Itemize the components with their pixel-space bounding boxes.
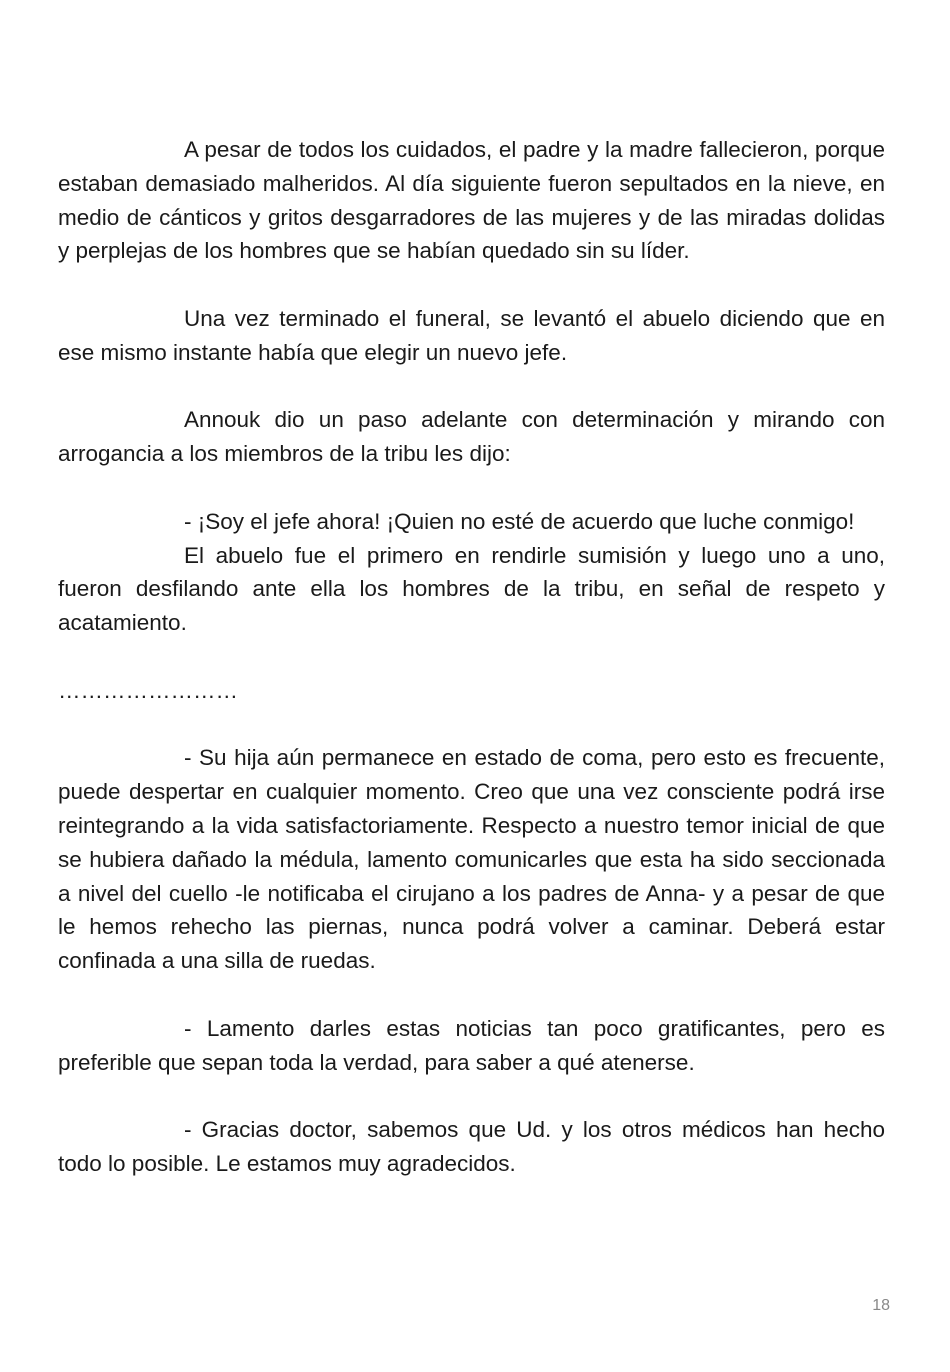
page-number: 18 (872, 1297, 890, 1314)
paragraph-grandfather: Una vez terminado el funeral, se levantó el abuelo diciendo que en ese mismo instante había que elegir un nuevo jefe. (58, 305, 885, 365)
paragraph-gap (58, 471, 885, 505)
paragraph-funeral: A pesar de todos los cuidados, el padre y la madre fallecieron, porque estaban demasiado malheridos. Al día siguiente fueron sepultados en la nieve, en medio de cánticos y gritos desgarradores de las mujeres y de las miradas dolidas y perplejas de los hombres que se habían quedado sin su líder. (58, 137, 885, 264)
paragraph-chief-dialogue: - ¡Soy el jefe ahora! ¡Quien no esté de acuerdo que luche conmigo! (184, 508, 855, 534)
paragraph-gap (58, 370, 885, 404)
paragraph-thanks: - Gracias doctor, sabemos que Ud. y los otros médicos han hecho todo lo posible. Le estamos muy agradecidos. (58, 1117, 885, 1176)
paragraph-surgeon: - Su hija aún permanece en estado de coma, pero esto es frecuente, puede despertar en cualquier momento. Creo que una vez consciente podrá irse reintegrando a la vida satisfactoriamente. Respecto a nuestro temor inicial de que se hubiera dañado la médula, lamento comunicarles que esta ha sido seccionada a nivel del cuello -le notificaba el cirujano a los padres de Anna- y a pesar de que le hemos rehecho las piernas, nunca podrá volver a caminar. Deberá estar confinada a una silla de ruedas. (58, 745, 885, 974)
paragraph-gap (58, 1079, 885, 1113)
paragraph-gap (58, 268, 885, 302)
paragraph-gap (58, 978, 885, 1012)
paragraph-submission: El abuelo fue el primero en rendirle sumisión y luego uno a uno, fueron desfilando ante ella los hombres de la tribu, en señal de respeto y acatamiento. (58, 542, 885, 636)
page-body (58, 133, 885, 1181)
paragraph-gap (58, 708, 885, 742)
scene-break: …………………… (58, 677, 238, 703)
paragraph-gap (58, 640, 885, 674)
paragraph-bad-news: - Lamento darles estas noticias tan poco gratificantes, pero es preferible que sepan toda la verdad, para saber a qué atenerse. (58, 1015, 885, 1075)
paragraph-annouk: Annouk dio un paso adelante con determinación y mirando con arrogancia a los miembros de la tribu les dijo: (58, 407, 885, 467)
